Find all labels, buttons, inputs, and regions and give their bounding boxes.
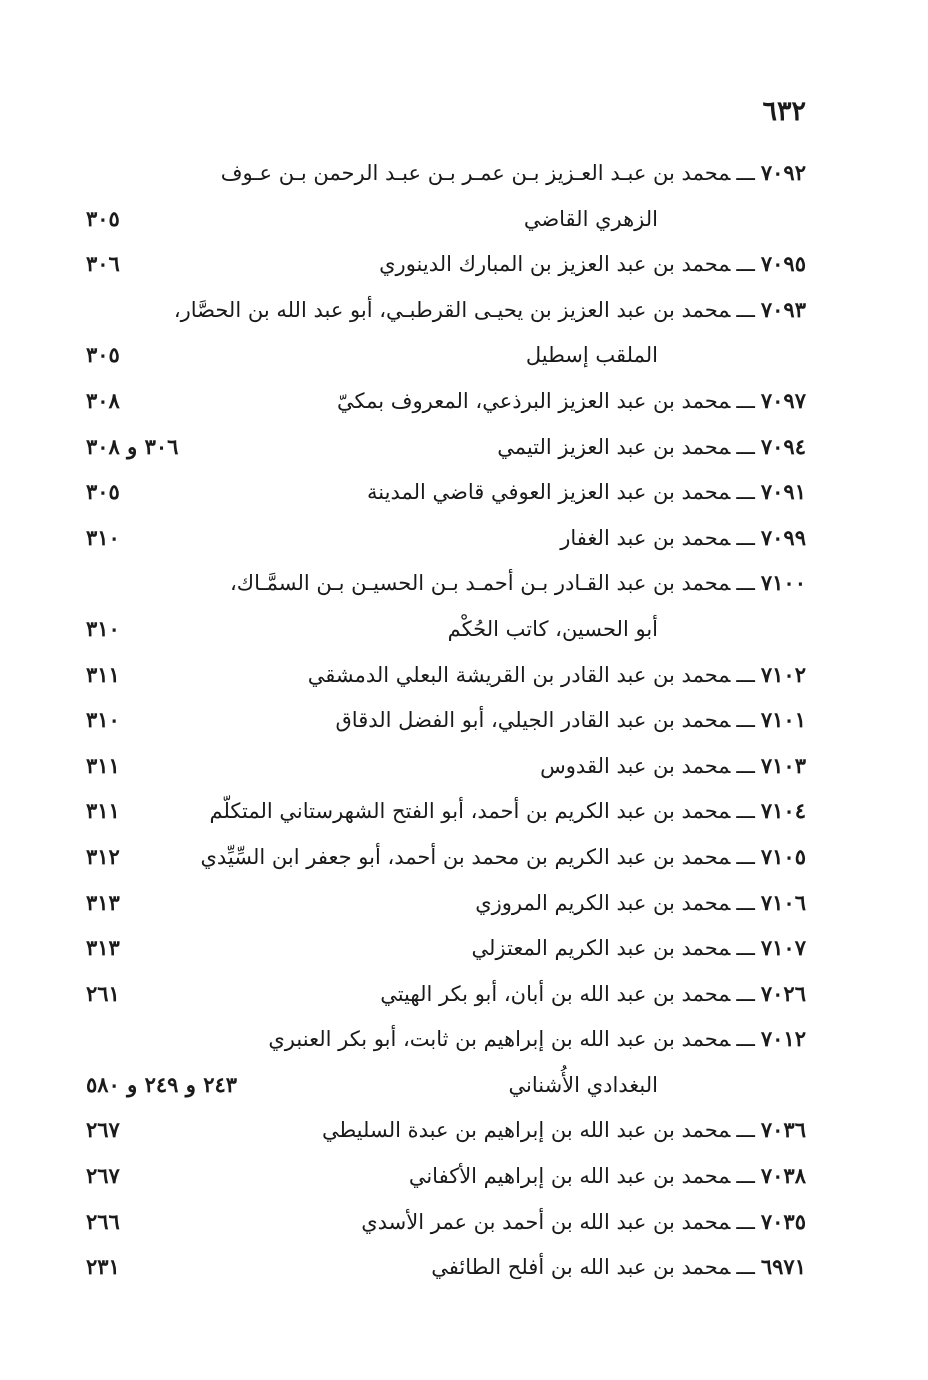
entry-text-group	[221, 150, 806, 197]
entry-pages: ٢٦٧	[86, 1163, 120, 1189]
index-line-entry	[86, 1016, 806, 1062]
entry-text-group	[322, 1107, 806, 1154]
entry-dash: ـــ	[736, 252, 755, 277]
entry-text-group	[448, 606, 670, 653]
entry-dash: ـــ	[736, 890, 755, 915]
entry-name: الملقب إسطيل	[525, 343, 658, 368]
page-number: ٦٣٢	[762, 96, 806, 127]
entry-text-group	[367, 469, 806, 516]
entry-pages: ٢٦٦	[86, 1208, 120, 1234]
entry-name: محمد بن عبد الله بن أحمد بن عمر الأسدي	[361, 1209, 731, 1234]
index-line-continuation	[86, 1062, 806, 1108]
entry-text-group	[431, 1244, 806, 1291]
index-line-entry	[86, 469, 806, 515]
entry-name: محمد بن عبد العزيز التيمي	[497, 434, 731, 459]
entry-name: محمد بن عبد الله بن أفلح الطائفي	[431, 1255, 731, 1280]
entry-text-group	[497, 424, 806, 471]
index-line-entry	[86, 834, 806, 880]
index-line-entry	[86, 424, 806, 470]
entry-number: ٧٠٩٥	[760, 251, 806, 277]
index-line-entry	[86, 1107, 806, 1153]
entry-text-group	[560, 515, 806, 562]
entry-dash: ـــ	[736, 936, 755, 961]
entry-dash: ـــ	[736, 525, 755, 550]
entry-number: ٧١٠٠	[760, 570, 806, 596]
entry-number: ٧٠٩٧	[760, 387, 806, 413]
index-line-entry	[86, 560, 806, 606]
entry-pages: ٣٠٦	[86, 251, 120, 277]
entry-dash: ـــ	[736, 708, 755, 733]
entry-text-group	[361, 1199, 806, 1246]
index-line-entry	[86, 515, 806, 561]
entry-pages: ٣٠٦ و ٣٠٨	[86, 433, 179, 459]
entry-pages: ٣١٠	[86, 615, 120, 641]
entry-dash: ـــ	[736, 844, 755, 869]
entry-number: ٧٠٣٦	[760, 1117, 806, 1143]
entry-dash: ـــ	[736, 1118, 755, 1143]
entry-name: محمد بن عبد الكريم بن أحمد، أبو الفتح الشهرستاني المتكلّم	[209, 799, 731, 824]
entry-pages: ٣٠٥	[86, 205, 120, 231]
entry-dash: ـــ	[736, 297, 755, 322]
index-line-entry	[86, 652, 806, 698]
entry-name: الزهري القاضي	[523, 206, 658, 231]
index-line-entry	[86, 743, 806, 789]
entry-dash: ـــ	[736, 1255, 755, 1280]
index-line-continuation	[86, 332, 806, 378]
index-entries	[86, 150, 806, 1290]
index-line-entry	[86, 1244, 806, 1290]
index-line-entry	[86, 880, 806, 926]
entry-dash: ـــ	[736, 161, 755, 185]
entry-pages: ٣٠٥	[86, 479, 120, 505]
index-line-continuation	[86, 606, 806, 652]
index-line-entry	[86, 150, 806, 196]
index-line-entry	[86, 788, 806, 834]
entry-name: البغدادي الأُشناني	[508, 1072, 658, 1097]
entry-name: محمد بن عبد العزيز بن المبارك الدينوري	[379, 252, 731, 277]
entry-name: محمد بن عبد الله بن إبراهيم بن ثابت، أبو بكر العنبري	[268, 1027, 731, 1052]
entry-number: ٧٠٩١	[760, 479, 806, 505]
entry-dash: ـــ	[736, 799, 755, 824]
entry-dash: ـــ	[736, 480, 755, 505]
entry-number: ٧٠٩٢	[760, 160, 806, 185]
entry-text-group	[524, 196, 670, 243]
entry-number: ٧١٠٦	[760, 889, 806, 915]
entry-pages: ٣١٣	[86, 889, 120, 915]
entry-pages: ٣١٠	[86, 707, 120, 733]
entry-pages: ٣١١	[86, 661, 120, 687]
entry-name: محمد بن عبد الغفار	[560, 525, 731, 550]
entry-name: محمد بن عبد القادر بن القريشة البعلي الدمشقي	[307, 662, 731, 687]
entry-pages: ٣١٠	[86, 524, 120, 550]
entry-pages: ٢٣١	[86, 1254, 120, 1280]
entry-name: محمد بن عبد الله بن إبراهيم الأكفاني	[408, 1164, 731, 1189]
entry-dash: ـــ	[736, 1164, 755, 1189]
entry-number: ٧٠٩٤	[760, 433, 806, 459]
entry-text-group	[308, 652, 806, 699]
entry-text-group	[409, 1153, 806, 1200]
entry-text-group	[508, 1062, 670, 1109]
entry-number: ٧٠٢٦	[760, 980, 806, 1006]
entry-name: أبو الحسين، كاتب الحُكْم	[447, 616, 658, 641]
entry-text-group	[209, 788, 806, 835]
index-line-entry	[86, 378, 806, 424]
entry-text-group	[230, 560, 806, 607]
entry-name: محمد بن عبـد العـزيز بـن عمـر بـن عبـد الرحمن بـن عـوف	[220, 161, 731, 185]
entry-dash: ـــ	[736, 753, 755, 778]
index-line-continuation	[86, 196, 806, 242]
entry-text-group	[336, 697, 807, 744]
entry-number: ٧١٠٢	[760, 661, 806, 687]
entry-dash: ـــ	[736, 571, 755, 596]
entry-pages: ٢٦١	[86, 980, 120, 1006]
entry-number: ٧٠١٢	[760, 1026, 806, 1052]
entry-dash: ـــ	[736, 388, 755, 413]
entry-name: محمد بن عبد القدوس	[540, 753, 731, 778]
entry-text-group	[337, 378, 806, 425]
entry-dash: ـــ	[736, 1027, 755, 1052]
entry-number: ٧٠٣٨	[760, 1163, 806, 1189]
entry-text-group	[472, 925, 806, 972]
index-line-entry	[86, 1199, 806, 1245]
index-line-entry	[86, 1153, 806, 1199]
entry-name: محمد بن عبد العزيز العوفي قاضي المدينة	[367, 480, 731, 505]
entry-number: ٧١٠٤	[760, 798, 806, 824]
entry-name: محمد بن عبد العزيز بن يحيـى القرطبـي، أبو عبد الله بن الحصَّار،	[173, 297, 731, 322]
entry-pages: ٢٤٣ و ٢٤٩ و ٥٨٠	[86, 1071, 238, 1097]
entry-dash: ـــ	[736, 434, 755, 459]
entry-dash: ـــ	[736, 981, 755, 1006]
entry-text-group	[268, 1016, 806, 1063]
entry-text-group	[380, 971, 806, 1018]
entry-pages: ٣١٣	[86, 935, 120, 961]
index-line-entry	[86, 971, 806, 1017]
entry-name: محمد بن عبد الله بن أبان، أبو بكر الهيتي	[380, 981, 731, 1006]
entry-pages: ٢٦٧	[86, 1117, 120, 1143]
entry-name: محمد بن عبد القادر الجيلي، أبو الفضل الدقاق	[335, 708, 731, 733]
entry-text-group	[379, 241, 806, 288]
entry-name: محمد بن عبد القـادر بـن أحمـد بـن الحسيـن بـن السمَّـاك،	[230, 571, 731, 596]
entry-number: ٧٠٣٥	[760, 1208, 806, 1234]
entry-pages: ٣١١	[86, 752, 120, 778]
entry-pages: ٣١١	[86, 798, 120, 824]
entry-number: ٧١٠٥	[760, 843, 806, 869]
entry-name: محمد بن عبد الكريم المروزي	[475, 890, 731, 915]
entry-dash: ـــ	[736, 1209, 755, 1234]
entry-pages: ٣٠٨	[86, 387, 120, 413]
entry-dash: ـــ	[736, 662, 755, 687]
entry-name: محمد بن عبد الكريم بن محمد بن أحمد، أبو جعفر ابن السِّيِّدي	[200, 844, 731, 869]
entry-text-group	[200, 834, 806, 881]
entry-number: ٧٠٩٩	[760, 524, 806, 550]
index-line-entry	[86, 241, 806, 287]
entry-name: محمد بن عبد الكريم المعتزلي	[471, 936, 731, 961]
entry-name: محمد بن عبد العزيز البرذعي، المعروف بمكيّ	[336, 388, 731, 413]
index-line-entry	[86, 697, 806, 743]
entry-text-group	[174, 287, 806, 334]
entry-pages: ٣١٢	[86, 843, 120, 869]
entry-number: ٧١٠٣	[760, 752, 806, 778]
entry-text-group	[540, 743, 806, 790]
index-line-entry	[86, 287, 806, 333]
entry-number: ٧١٠١	[760, 707, 806, 733]
entry-text-group	[526, 332, 670, 379]
index-line-entry	[86, 925, 806, 971]
entry-text-group	[475, 880, 806, 927]
entry-pages: ٣٠٥	[86, 342, 120, 368]
entry-number: ٧٠٩٣	[760, 296, 806, 322]
entry-name: محمد بن عبد الله بن إبراهيم بن عبدة السليطي	[321, 1118, 731, 1143]
entry-number: ٧١٠٧	[760, 935, 806, 961]
entry-number: ٦٩٧١	[760, 1254, 806, 1280]
